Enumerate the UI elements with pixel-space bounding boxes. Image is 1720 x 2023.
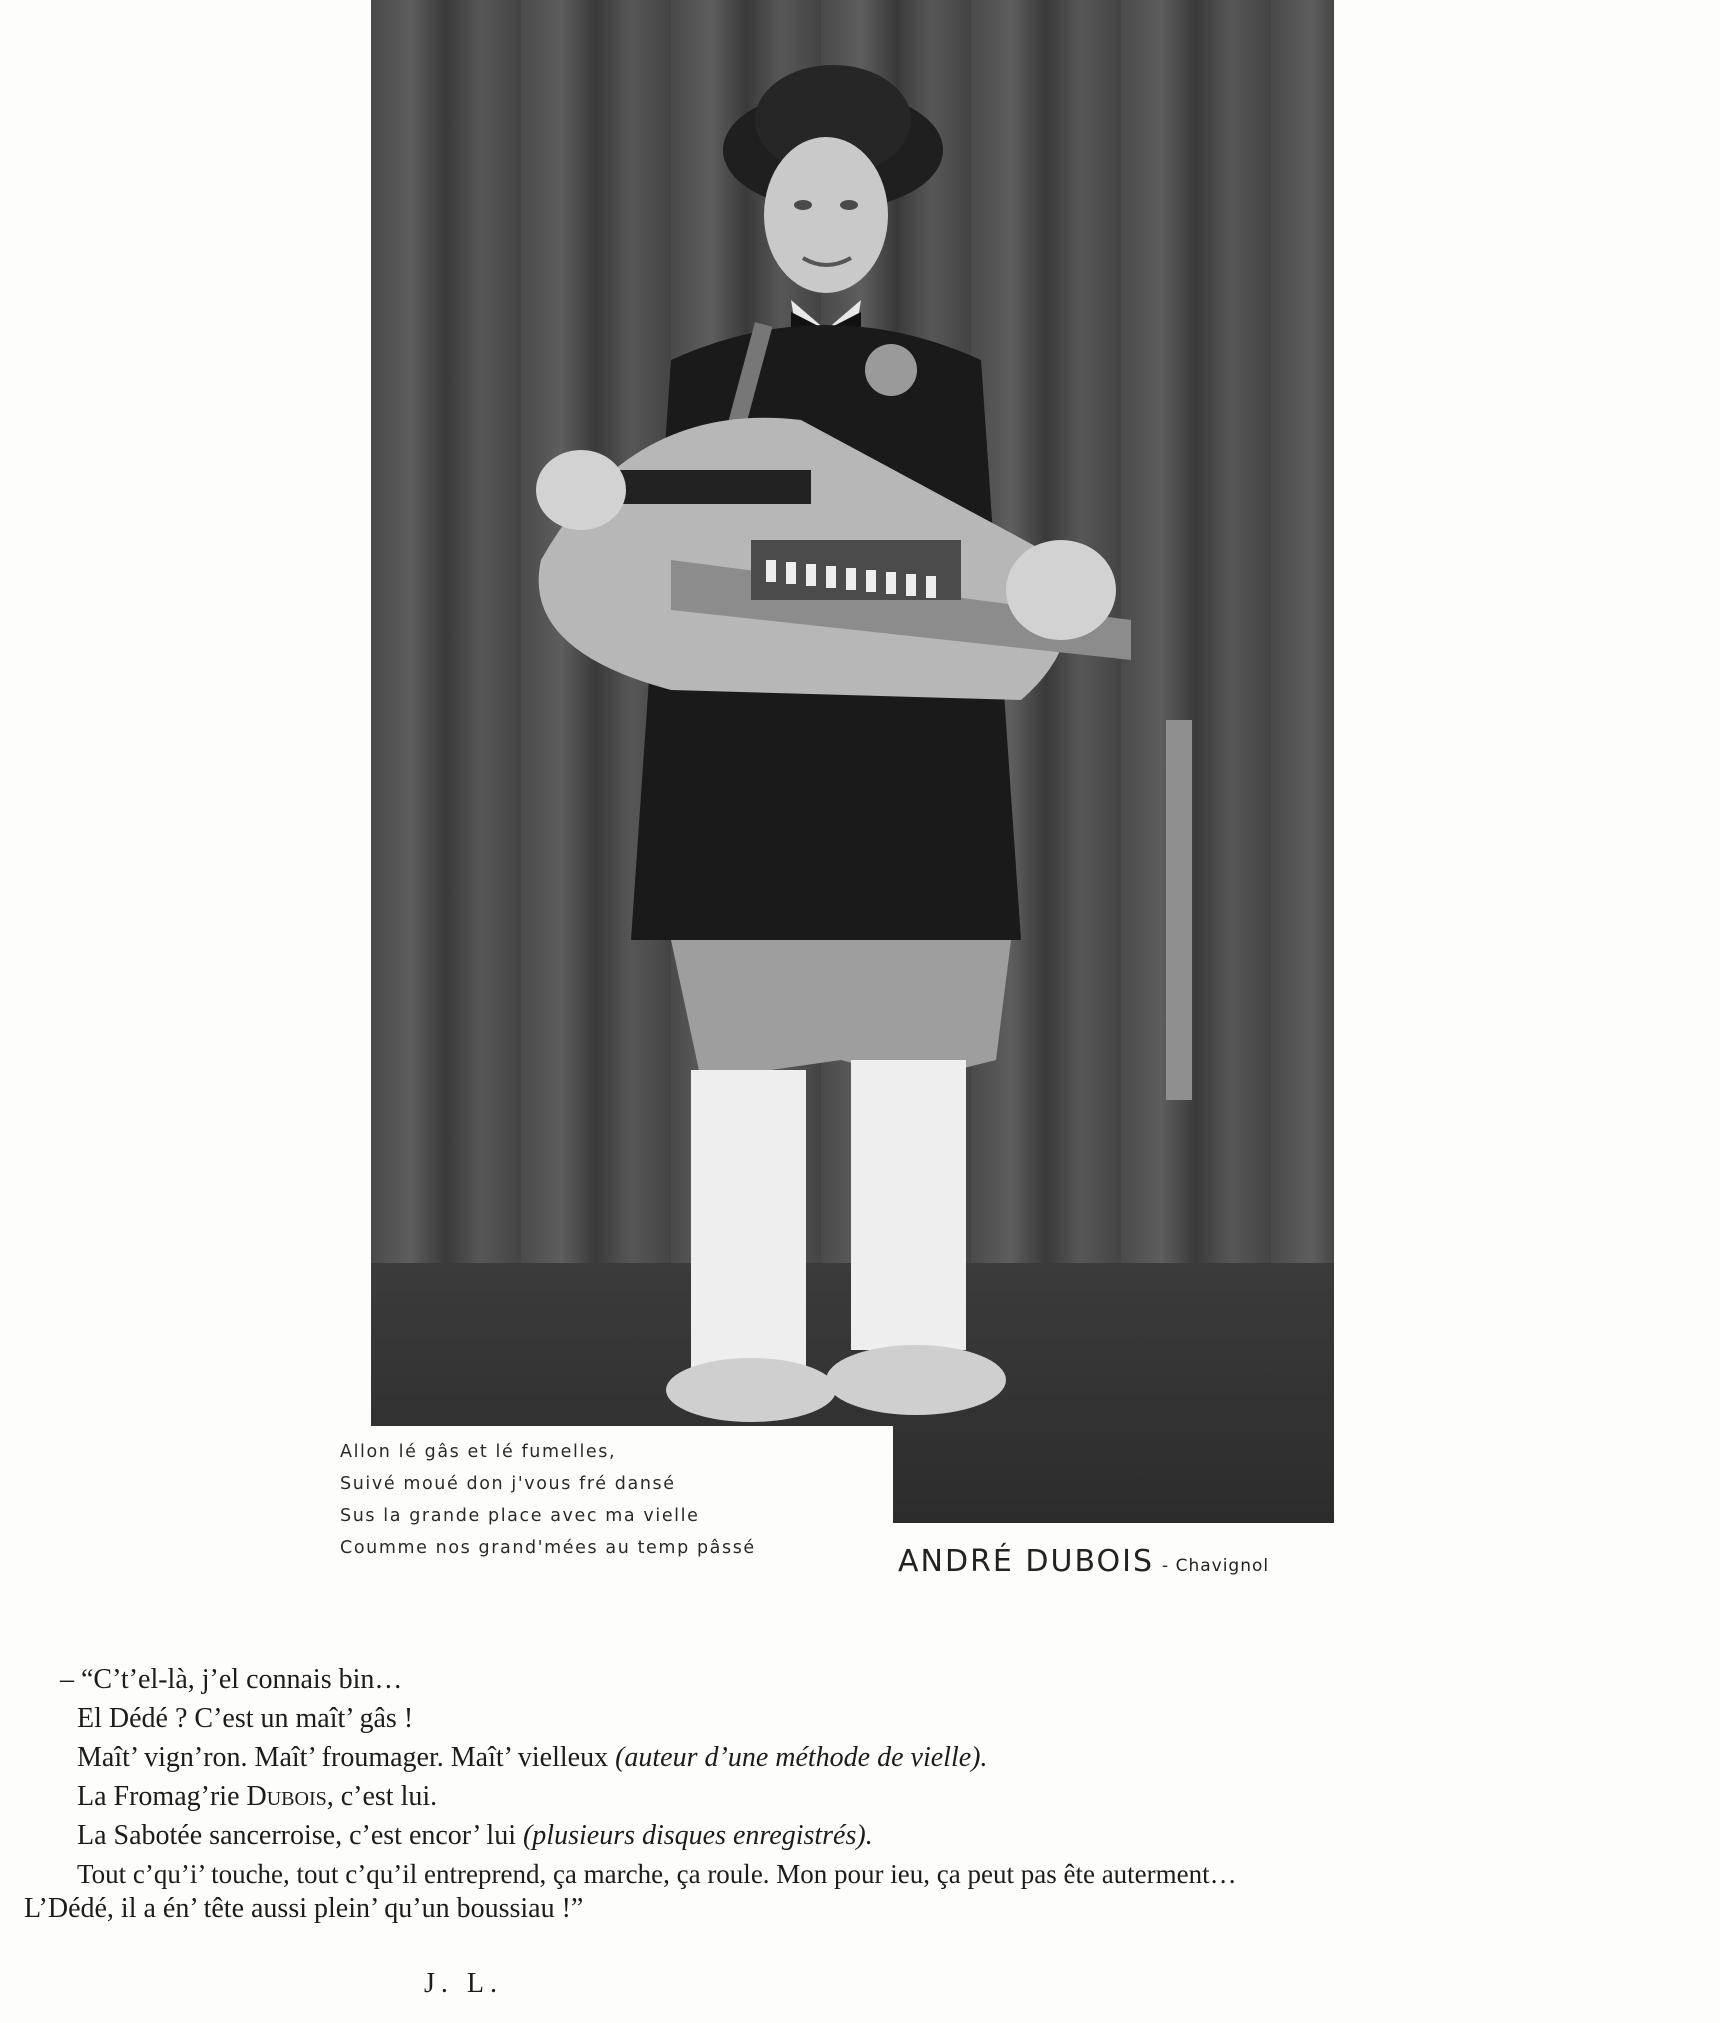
text-line-4-smallcaps: Dubois bbox=[246, 1781, 327, 1812]
text-line bbox=[24, 1889, 583, 1928]
verse-line: Suivé moué don j'vous fré dansé bbox=[340, 1474, 676, 1494]
credit-name: ANDRÉ DUBOIS bbox=[898, 1544, 1155, 1579]
text-line-4a: La Fromag’rie bbox=[77, 1781, 247, 1812]
text-line bbox=[77, 1738, 988, 1777]
text-line-2: El Dédé ? C’est un maît’ gâs ! bbox=[77, 1703, 414, 1734]
credit-place: - Chavignol bbox=[1162, 1556, 1270, 1576]
text-line-3: Maît’ vign’ron. Maît’ froumager. Maît’ vielleux bbox=[77, 1742, 616, 1773]
verse-line: Allon lé gâs et lé fumelles, bbox=[340, 1442, 617, 1462]
text-line-6: Tout c’qu’i’ touche, tout c’qu’il entreprend, ça marche, ça roule. Mon pour ieu, ça peut pas ête auterment… bbox=[77, 1859, 1237, 1889]
signature: J. L. bbox=[424, 1968, 503, 1999]
photo-verse bbox=[340, 1436, 880, 1564]
verse-line: Coumme nos grand'mées au temp pâssé bbox=[340, 1538, 756, 1558]
photo-credit bbox=[898, 1544, 1269, 1579]
verse-line: Sus la grande place avec ma vielle bbox=[340, 1506, 700, 1526]
text-line-3-italic: (auteur d’une méthode de vielle). bbox=[615, 1742, 988, 1773]
text-line bbox=[77, 1777, 437, 1816]
text-line-4b: , c’est lui. bbox=[326, 1781, 438, 1812]
text-line-5: La Sabotée sancerroise, c’est encor’ lui bbox=[77, 1820, 523, 1851]
text-line-7: L’Dédé, il a én’ tête aussi plein’ qu’un boussiau !” bbox=[24, 1893, 584, 1924]
text-line bbox=[60, 1660, 402, 1699]
text-line-5-italic: (plusieurs disques enregistrés). bbox=[522, 1820, 873, 1851]
text-line bbox=[77, 1816, 873, 1855]
boy-with-hurdy-gurdy-figure bbox=[371, 0, 1334, 1523]
photograph bbox=[371, 0, 1334, 1523]
text-line bbox=[77, 1699, 413, 1738]
text-line-1: – “C’t’el-là, j’el connais bin… bbox=[60, 1664, 403, 1695]
